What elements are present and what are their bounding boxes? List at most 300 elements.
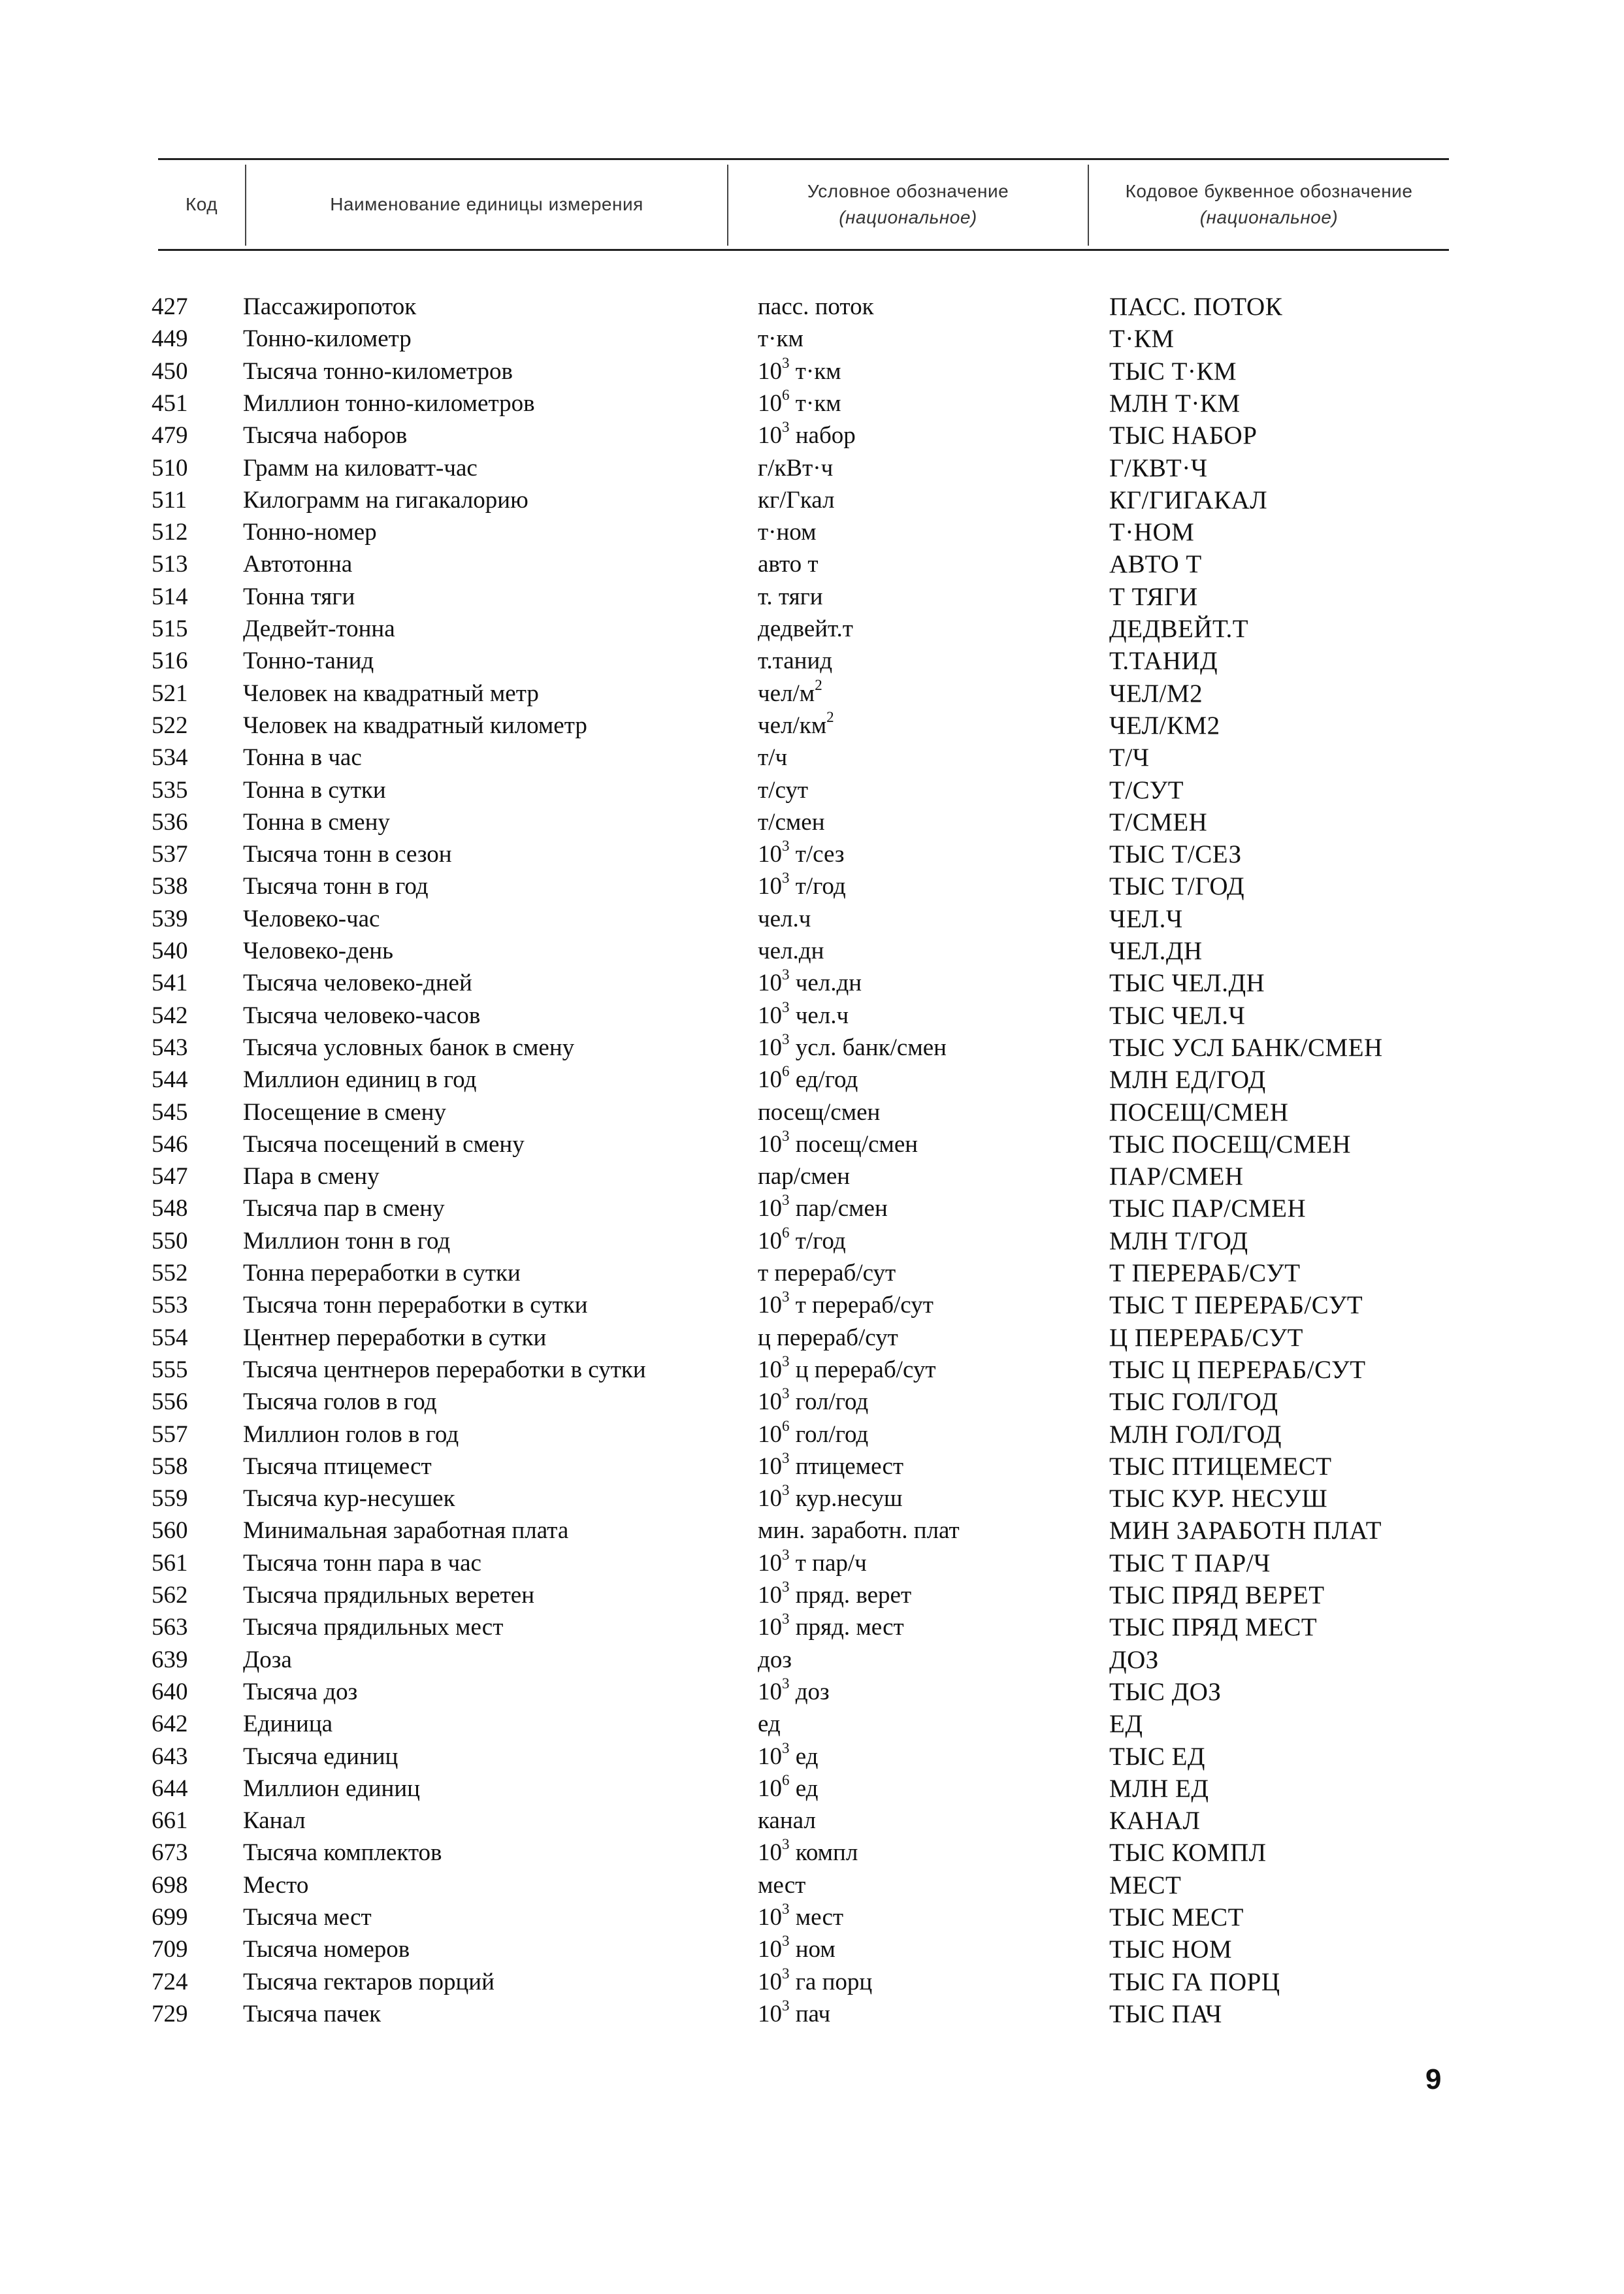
- table-row: [0, 1064, 1624, 1096]
- unit-symbol: г/кВт·ч: [758, 454, 834, 482]
- unit-code: 538: [152, 873, 188, 900]
- unit-symbol-exponent: 6: [782, 1417, 790, 1434]
- unit-symbol-exponent: 3: [782, 1030, 790, 1047]
- unit-name: Тонно-танид: [243, 647, 374, 675]
- unit-name: Тонно-километр: [243, 325, 412, 353]
- unit-letter-code: ПАР/СМЕН: [1109, 1162, 1244, 1191]
- unit-code: 539: [152, 905, 188, 932]
- unit-letter-code: ТЫС ПОСЕЩ/СМЕН: [1109, 1130, 1352, 1158]
- unit-code: 536: [152, 808, 188, 836]
- header-unit-name-label: Наименование единицы измерения: [330, 194, 643, 214]
- unit-symbol: [758, 1064, 858, 1096]
- unit-symbol-rest: т/год: [789, 1227, 846, 1254]
- unit-symbol-exponent: 3: [782, 1965, 790, 1982]
- unit-symbol-exponent: 2: [815, 676, 822, 693]
- unit-symbol-exponent: 3: [782, 1385, 790, 1401]
- table-row: [0, 1000, 1624, 1032]
- unit-code: 699: [152, 1904, 188, 1931]
- table-row: [0, 1611, 1624, 1643]
- unit-letter-code: Т·НОМ: [1109, 518, 1195, 547]
- unit-name: Тонна переработки в сутки: [243, 1260, 521, 1286]
- unit-name: Тысяча человеко-дней: [243, 970, 472, 997]
- unit-symbol-base: 10: [758, 1066, 782, 1094]
- unit-symbol-exponent: 3: [782, 1449, 790, 1466]
- table-row: [0, 678, 1624, 710]
- unit-symbol-exponent: 3: [782, 1192, 790, 1209]
- unit-symbol-base: 10: [758, 1130, 782, 1158]
- unit-symbol-base: 10: [758, 1839, 782, 1867]
- unit-code: 661: [152, 1807, 188, 1835]
- unit-letter-code: ПАСС. ПОТОК: [1109, 293, 1283, 321]
- unit-symbol: ц перераб/сут: [758, 1324, 898, 1351]
- unit-code: 550: [152, 1227, 188, 1254]
- unit-letter-code: ТЫС ЧЕЛ.Ч: [1109, 1001, 1246, 1030]
- unit-symbol-rest: т/год: [789, 873, 846, 900]
- table-row: [0, 355, 1624, 387]
- unit-letter-code: ДОЗ: [1109, 1645, 1159, 1674]
- unit-symbol-base: 10: [758, 1678, 782, 1705]
- unit-symbol: [758, 1611, 904, 1643]
- unit-letter-code: ТЫС Т·КМ: [1109, 357, 1237, 385]
- table-row: [0, 774, 1624, 806]
- unit-symbol-rest: кур.несуш: [789, 1485, 903, 1513]
- unit-symbol: [758, 1676, 830, 1708]
- unit-name: Тысяча человеко-часов: [243, 1002, 481, 1029]
- unit-code: 543: [152, 1034, 188, 1061]
- unit-name: Тысяча тонн в сезон: [243, 841, 452, 868]
- unit-symbol: т·ном: [758, 519, 817, 546]
- table-row: [0, 1322, 1624, 1354]
- unit-letter-code: Г/КВТ·Ч: [1109, 453, 1208, 482]
- unit-symbol-rest: т пар/ч: [789, 1549, 867, 1577]
- unit-code: 451: [152, 389, 188, 417]
- unit-symbol-base: 10: [758, 1002, 782, 1029]
- table-row: [0, 1547, 1624, 1579]
- unit-name: Килограмм на гигакалорию: [243, 486, 528, 514]
- unit-code: 522: [152, 712, 188, 739]
- unit-symbol: мест: [758, 1871, 806, 1899]
- unit-symbol-base: 10: [758, 422, 782, 450]
- table-row: [0, 806, 1624, 838]
- unit-name: Доза: [243, 1646, 292, 1673]
- unit-code: 640: [152, 1678, 188, 1705]
- unit-name: Автотонна: [243, 551, 353, 578]
- unit-letter-code: Т/Ч: [1109, 744, 1150, 772]
- unit-letter-code: Т ТЯГИ: [1109, 582, 1198, 611]
- unit-code: 552: [152, 1260, 188, 1286]
- unit-name: Миллион голов в год: [243, 1420, 459, 1448]
- unit-name: Тонна в сутки: [243, 776, 386, 804]
- unit-letter-code: ТЫС ПАЧ: [1109, 1999, 1222, 2028]
- unit-symbol: авто т: [758, 551, 819, 578]
- unit-name: Тонна в час: [243, 744, 362, 772]
- unit-symbol-rest: гол/год: [789, 1420, 869, 1448]
- unit-symbol-rest: усл. банк/смен: [789, 1034, 947, 1061]
- header-letter-code: [1089, 162, 1449, 247]
- unit-letter-code: ЧЕЛ.Ч: [1109, 904, 1183, 933]
- table-row: [0, 870, 1624, 902]
- unit-name: Тысяча тонн переработки в сутки: [243, 1292, 588, 1319]
- table-row: [0, 387, 1624, 419]
- unit-symbol: [758, 870, 846, 902]
- unit-name: Тонна тяги: [243, 583, 355, 610]
- unit-symbol: [758, 387, 841, 419]
- unit-symbol-rest: т перераб/сут: [789, 1292, 934, 1319]
- unit-letter-code: ТЫС Т ПЕРЕРАБ/СУТ: [1109, 1291, 1363, 1320]
- unit-symbol-rest: т·км: [789, 357, 841, 385]
- unit-code: 427: [152, 293, 188, 320]
- unit-letter-code: МЛН ГОЛ/ГОД: [1109, 1420, 1282, 1449]
- unit-symbol-base: 10: [758, 1582, 782, 1609]
- table-row: [0, 1837, 1624, 1869]
- unit-letter-code: Т/СМЕН: [1109, 808, 1208, 836]
- header-top-rule: [158, 158, 1449, 160]
- unit-code: 449: [152, 325, 188, 353]
- unit-symbol-exponent: 3: [782, 1675, 790, 1692]
- table-row: [0, 419, 1624, 451]
- unit-symbol-rest: ед: [789, 1743, 819, 1770]
- unit-code: 642: [152, 1711, 188, 1738]
- table-row: [0, 742, 1624, 774]
- unit-letter-code: МЛН Т/ГОД: [1109, 1226, 1248, 1255]
- unit-code: 556: [152, 1388, 188, 1416]
- unit-letter-code: ТЫС Т/ГОД: [1109, 872, 1245, 901]
- table-row: [0, 1032, 1624, 1064]
- unit-letter-code: ТЫС ЧЕЛ.ДН: [1109, 969, 1265, 998]
- unit-name: Тысяча прядильных веретен: [243, 1582, 535, 1609]
- table-row: [0, 1966, 1624, 1998]
- unit-letter-code: МЕСТ: [1109, 1871, 1182, 1899]
- unit-letter-code: ТЫС Т ПАР/Ч: [1109, 1548, 1271, 1577]
- unit-code: 450: [152, 357, 188, 385]
- unit-symbol: пасс. поток: [758, 293, 874, 320]
- table-row: [0, 1354, 1624, 1386]
- table-row: [0, 291, 1624, 323]
- unit-symbol: [758, 678, 822, 710]
- unit-symbol-base: 10: [758, 389, 782, 417]
- unit-name: Тысяча наборов: [243, 422, 408, 450]
- unit-letter-code: ТЫС ПАР/СМЕН: [1109, 1194, 1307, 1223]
- unit-symbol-base: 10: [758, 1388, 782, 1416]
- unit-code: 724: [152, 1968, 188, 1995]
- unit-symbol: т/сут: [758, 776, 809, 804]
- unit-name: Центнер переработки в сутки: [243, 1324, 547, 1351]
- unit-name: Тысяча прядильных мест: [243, 1614, 504, 1641]
- unit-name: Человеко-час: [243, 905, 380, 932]
- unit-symbol-rest: мест: [789, 1904, 844, 1931]
- unit-symbol-base: 10: [758, 1195, 782, 1222]
- unit-letter-code: Ц ПЕРЕРАБ/СУТ: [1109, 1323, 1303, 1352]
- unit-symbol: [758, 1483, 903, 1515]
- unit-symbol-rest: доз: [789, 1678, 830, 1705]
- table-row: [0, 1483, 1624, 1515]
- unit-symbol: дедвейт.т: [758, 615, 853, 642]
- unit-code: 513: [152, 551, 188, 578]
- unit-code: 548: [152, 1195, 188, 1222]
- unit-symbol-exponent: 6: [782, 386, 790, 403]
- table-row: [0, 452, 1624, 484]
- unit-symbol-exponent: 3: [782, 1997, 790, 2014]
- unit-symbol: [758, 1354, 936, 1386]
- unit-symbol-exponent: 6: [782, 1224, 790, 1241]
- unit-code: 546: [152, 1130, 188, 1158]
- unit-symbol-rest: компл: [789, 1839, 858, 1867]
- unit-letter-code: ТЫС НАБОР: [1109, 421, 1258, 450]
- unit-name: Пара в смену: [243, 1163, 380, 1190]
- unit-symbol: [758, 419, 856, 451]
- unit-name: Посещение в смену: [243, 1098, 446, 1126]
- unit-code: 544: [152, 1066, 188, 1094]
- unit-symbol-base: 10: [758, 1292, 782, 1319]
- unit-symbol: [758, 1741, 818, 1773]
- unit-code: 521: [152, 680, 188, 707]
- unit-symbol-exponent: 3: [782, 1611, 790, 1628]
- unit-letter-code: ПОСЕЩ/СМЕН: [1109, 1098, 1289, 1126]
- unit-symbol: [758, 1579, 911, 1611]
- unit-symbol: [758, 1450, 903, 1483]
- unit-letter-code: ТЫС Т/СЕЗ: [1109, 840, 1242, 869]
- unit-symbol: кг/Гкал: [758, 486, 835, 514]
- unit-name: Грамм на киловатт-час: [243, 454, 478, 482]
- unit-code: 510: [152, 454, 188, 482]
- unit-name: Тонна в смену: [243, 808, 390, 836]
- table-row: [0, 1386, 1624, 1418]
- unit-letter-code: Т·КМ: [1109, 325, 1175, 353]
- unit-symbol-rest: чел.дн: [789, 970, 862, 997]
- unit-code: 554: [152, 1324, 188, 1351]
- unit-letter-code: ТЫС ПРЯД МЕСТ: [1109, 1613, 1318, 1642]
- unit-symbol-rest: пач: [789, 2000, 831, 2027]
- unit-code: 639: [152, 1646, 188, 1673]
- unit-symbol-exponent: 2: [826, 708, 834, 725]
- unit-code: 558: [152, 1452, 188, 1480]
- unit-symbol-base: 10: [758, 1452, 782, 1480]
- unit-letter-code: АВТО Т: [1109, 550, 1202, 579]
- unit-symbol-rest: ном: [789, 1936, 836, 1963]
- unit-name: Миллион единиц в год: [243, 1066, 477, 1094]
- unit-letter-code: ТЫС Ц ПЕРЕРАБ/СУТ: [1109, 1355, 1366, 1384]
- unit-symbol: [758, 1773, 818, 1805]
- unit-code: 547: [152, 1163, 188, 1190]
- unit-symbol-base: 10: [758, 1743, 782, 1770]
- unit-letter-code: ЧЕЛ/М2: [1109, 679, 1203, 708]
- table-row: [0, 323, 1624, 355]
- unit-symbol-rest: чел.ч: [789, 1002, 849, 1029]
- unit-symbol-exponent: 3: [782, 837, 790, 854]
- unit-code: 512: [152, 519, 188, 546]
- unit-symbol-exponent: 3: [782, 1933, 790, 1950]
- unit-symbol-exponent: 3: [782, 998, 790, 1015]
- table-row: [0, 1160, 1624, 1192]
- unit-symbol: [758, 967, 862, 999]
- unit-code: 553: [152, 1292, 188, 1319]
- unit-code: 643: [152, 1743, 188, 1770]
- unit-name: Тысяча кур-несушек: [243, 1485, 455, 1513]
- unit-letter-code: ТЫС ДОЗ: [1109, 1677, 1222, 1706]
- unit-symbol: [758, 1901, 843, 1933]
- unit-symbol: [758, 1933, 836, 1965]
- table-row: [0, 1708, 1624, 1740]
- table-row: [0, 1515, 1624, 1547]
- table-row: [0, 1773, 1624, 1805]
- unit-letter-code: ЕД: [1109, 1710, 1143, 1739]
- unit-name: Человек на квадратный метр: [243, 680, 539, 707]
- unit-letter-code: Т/СУТ: [1109, 776, 1184, 804]
- table-row: [0, 903, 1624, 935]
- unit-symbol-exponent: 3: [782, 870, 790, 887]
- unit-name: Дедвейт-тонна: [243, 615, 395, 642]
- table-row: [0, 1418, 1624, 1450]
- table-row: [0, 1998, 1624, 2030]
- table-row: [0, 838, 1624, 870]
- unit-letter-code: МИН ЗАРАБОТН ПЛАТ: [1109, 1516, 1382, 1545]
- unit-name: Тысяча единиц: [243, 1743, 398, 1770]
- unit-symbol-exponent: 3: [782, 1836, 790, 1853]
- unit-letter-code: ТЫС КУР. НЕСУШ: [1109, 1484, 1328, 1513]
- unit-name: Тысяча пачек: [243, 2000, 382, 2027]
- unit-symbol-base: 10: [758, 1420, 782, 1448]
- unit-symbol-rest: га порц: [789, 1968, 873, 1995]
- table-row: [0, 613, 1624, 645]
- unit-symbol-exponent: 6: [782, 1062, 790, 1079]
- table-row: [0, 967, 1624, 999]
- unit-symbol: [758, 1128, 918, 1160]
- table-row: [0, 1225, 1624, 1257]
- page-number: 9: [1425, 2063, 1442, 2095]
- unit-name: Тысяча тонн в год: [243, 873, 429, 900]
- unit-code: 555: [152, 1356, 188, 1383]
- unit-name: Канал: [243, 1807, 306, 1835]
- table-row: [0, 1450, 1624, 1483]
- unit-symbol-rest: т/сез: [789, 841, 845, 868]
- unit-symbol-exponent: 3: [782, 1127, 790, 1144]
- unit-symbol: [758, 1418, 868, 1450]
- table-row: [0, 1805, 1624, 1837]
- unit-name: Миллион единиц: [243, 1775, 420, 1802]
- unit-symbol-exponent: 3: [782, 1900, 790, 1917]
- unit-name: Миллион тонно-километров: [243, 389, 535, 417]
- table-row: [0, 1096, 1624, 1128]
- unit-name: Единица: [243, 1711, 333, 1738]
- unit-name: Тысяча условных банок в смену: [243, 1034, 575, 1061]
- unit-code: 562: [152, 1582, 188, 1609]
- unit-code: 540: [152, 938, 188, 964]
- unit-code: 514: [152, 583, 188, 610]
- unit-code: 698: [152, 1871, 188, 1899]
- unit-name: Тысяча центнеров переработки в сутки: [243, 1356, 646, 1383]
- unit-code: 516: [152, 647, 188, 675]
- unit-code: 535: [152, 776, 188, 804]
- unit-symbol: [758, 838, 845, 870]
- unit-code: 644: [152, 1775, 188, 1802]
- unit-letter-code: ТЫС ПРЯД ВЕРЕТ: [1109, 1581, 1325, 1609]
- unit-symbol-base: 10: [758, 1614, 782, 1641]
- unit-code: 559: [152, 1485, 188, 1513]
- unit-symbol: [758, 1998, 830, 2030]
- unit-symbol: чел.дн: [758, 938, 824, 964]
- table-row: [0, 1192, 1624, 1224]
- table-row: [0, 484, 1624, 516]
- unit-code: 541: [152, 970, 188, 997]
- table-row: [0, 1933, 1624, 1965]
- unit-letter-code: ТЫС МЕСТ: [1109, 1903, 1244, 1931]
- unit-name: Тысяча доз: [243, 1678, 358, 1705]
- unit-code: 560: [152, 1517, 188, 1545]
- unit-symbol-rest: гол/год: [789, 1388, 869, 1416]
- unit-symbol-rest: ед: [789, 1775, 819, 1802]
- unit-symbol-base: 10: [758, 1549, 782, 1577]
- unit-symbol-rest: ц перераб/сут: [789, 1356, 936, 1383]
- unit-symbol: [758, 1386, 868, 1418]
- unit-name: Тысяча гектаров порций: [243, 1968, 495, 1995]
- header-symbol-line2: (национальное): [839, 207, 977, 227]
- unit-symbol: [758, 1192, 888, 1224]
- unit-code: 545: [152, 1098, 188, 1126]
- unit-code: 511: [152, 486, 187, 514]
- unit-symbol-base: 10: [758, 1968, 782, 1995]
- unit-symbol-base: 10: [758, 970, 782, 997]
- unit-symbol-exponent: 3: [782, 966, 790, 983]
- unit-symbol-exponent: 3: [782, 1481, 790, 1498]
- unit-name: Тысяча тонно-километров: [243, 357, 513, 385]
- unit-name: Миллион тонн в год: [243, 1227, 451, 1254]
- unit-name: Тысяча голов в год: [243, 1388, 437, 1416]
- unit-letter-code: Т.ТАНИД: [1109, 647, 1218, 676]
- table-row: [0, 1128, 1624, 1160]
- unit-name: Человеко-день: [243, 938, 393, 964]
- unit-symbol: т перераб/сут: [758, 1260, 896, 1286]
- unit-name: Тысяча пар в смену: [243, 1195, 445, 1222]
- unit-symbol-rest: т·км: [789, 389, 841, 417]
- unit-symbol: т·км: [758, 325, 804, 353]
- unit-code: 557: [152, 1420, 188, 1448]
- unit-letter-code: ТЫС НОМ: [1109, 1935, 1233, 1964]
- unit-symbol-base: 10: [758, 1904, 782, 1931]
- table-row: [0, 1741, 1624, 1773]
- header-letter-line2: (национальное): [1199, 207, 1339, 227]
- unit-name: Тонно-номер: [243, 519, 377, 546]
- unit-name: Место: [243, 1871, 309, 1899]
- unit-letter-code: КАНАЛ: [1109, 1807, 1201, 1835]
- unit-letter-code: ТЫС КОМПЛ: [1109, 1839, 1267, 1867]
- table-row: [0, 1257, 1624, 1289]
- unit-symbol: т. тяги: [758, 583, 823, 610]
- unit-symbol-exponent: 3: [782, 1352, 790, 1369]
- unit-symbol-rest: пар/смен: [789, 1195, 888, 1222]
- unit-symbol-base: чел/м: [758, 680, 815, 707]
- table-row: [0, 1676, 1624, 1708]
- unit-symbol: [758, 1289, 934, 1321]
- unit-name: Тысяча номеров: [243, 1936, 410, 1963]
- unit-letter-code: КГ/ГИГАКАЛ: [1109, 485, 1268, 514]
- unit-letter-code: ТЫС ГА ПОРЦ: [1109, 1967, 1280, 1996]
- unit-symbol-base: 10: [758, 357, 782, 385]
- header-unit-name: [246, 162, 727, 247]
- table-row: [0, 516, 1624, 548]
- table-row: [0, 935, 1624, 967]
- unit-code: 709: [152, 1936, 188, 1963]
- unit-symbol: [758, 355, 841, 387]
- table-row: [0, 1869, 1624, 1901]
- unit-symbol-exponent: 3: [782, 354, 790, 371]
- unit-name: Тысяча комплектов: [243, 1839, 442, 1867]
- unit-letter-code: МЛН Т·КМ: [1109, 389, 1241, 418]
- table-row: [0, 645, 1624, 677]
- unit-symbol-exponent: 3: [782, 1546, 790, 1563]
- unit-symbol: [758, 1837, 858, 1869]
- unit-symbol-rest: ед/год: [789, 1066, 858, 1094]
- unit-symbol: [758, 710, 834, 742]
